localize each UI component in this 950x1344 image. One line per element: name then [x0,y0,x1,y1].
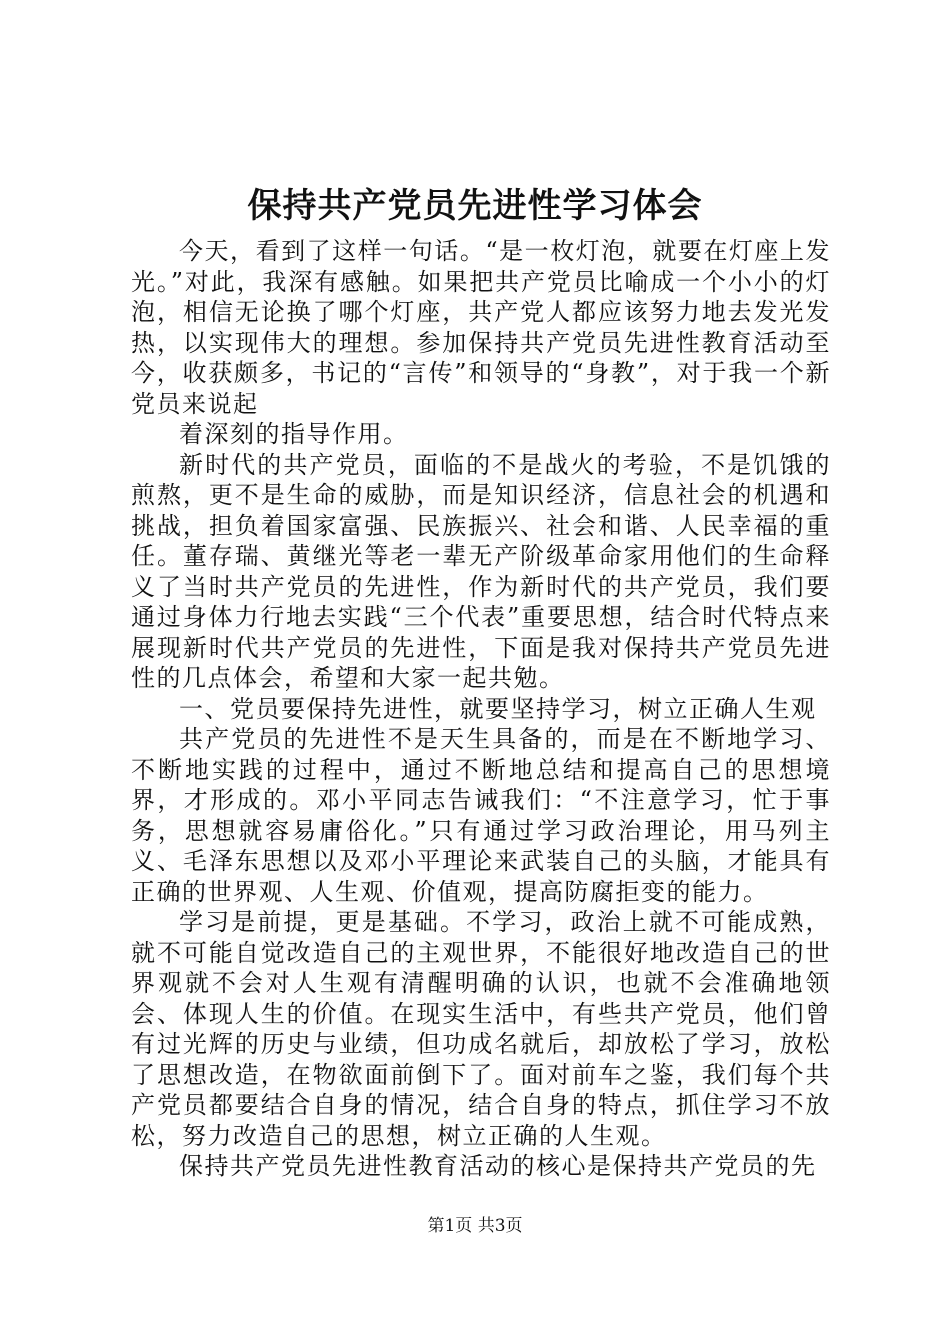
section-heading-one: 一、党员要保持先进性，就要坚持学习，树立正确人生观 [179,694,817,723]
document-title: 保持共产党员先进性学习体会 [247,186,703,226]
document-body [131,236,831,1182]
paragraph-learning: 共产党员的先进性不是天生具备的，而是在不断地学习、不断地实践的过程中，通过不断地总结和提高自己的思想境界，才形成的。邓小平同志告诫我们：“不注意学习，忙于事务，思想就容易庸俗化。”只有通过学习政治理论，用马列主义、毛泽东思想以及邓小平理论来武装自己的头脑，才能具有正确的世界观、人生观、价值观，提高防腐拒变的能力。 [131,725,831,906]
paragraph-new-era: 新时代的共产党员，面临的不是战火的考验，不是饥饿的煎熬，更不是生命的威胁，而是知识经济，信息社会的机遇和挑战，担负着国家富强、民族振兴、社会和谐、人民幸福的重任。董存瑞、黄继光等老一辈无产阶级革命家用他们的生命释义了当时共产党员的先进性，作为新时代的共产党员，我们要通过身体力行地去实践“三个代表”重要思想，结合时代特点来展现新时代共产党员的先进性，下面是我对保持共产党员先进性的几点体会，希望和大家一起共勉。 [131,450,831,692]
paragraph-intro-continued: 着深刻的指导作用。 [179,420,409,448]
paragraph-core: 保持共产党员先进性教育活动的核心是保持共产党员的先 [179,1152,817,1180]
paragraph-intro: 今天，看到了这样一句话。“是一枚灯泡，就要在灯座上发光。”对此，我深有感触。如果把共产党员比喻成一个小小的灯泡，相信无论换了哪个灯座，共产党人都应该努力地去发光发热，以实现伟大的理想。参加保持共产党员先进性教育活动至今，收获颇多，书记的“言传”和领导的“身教”，对于我一个新党员来说起 [131,237,831,418]
paragraph-learning-basis: 学习是前提，更是基础。不学习，政治上就不可能成熟，就不可能自觉改造自己的主观世界，不能很好地改造自己的世界观就不会对人生观有清醒明确的认识，也就不会准确地领会、体现人生的价值。在现实生活中，有些共产党员，他们曾有过光辉的历史与业绩，但功成名就后，却放松了学习，放松了思想改造，在物欲面前倒下了。面对前车之鉴，我们每个共产党员都要结合自身的情况，结合自身的特点，抓住学习不放松，努力改造自己的思想，树立正确的人生观。 [131,908,831,1150]
page-footer: 第1页 共3页 [427,1216,523,1236]
